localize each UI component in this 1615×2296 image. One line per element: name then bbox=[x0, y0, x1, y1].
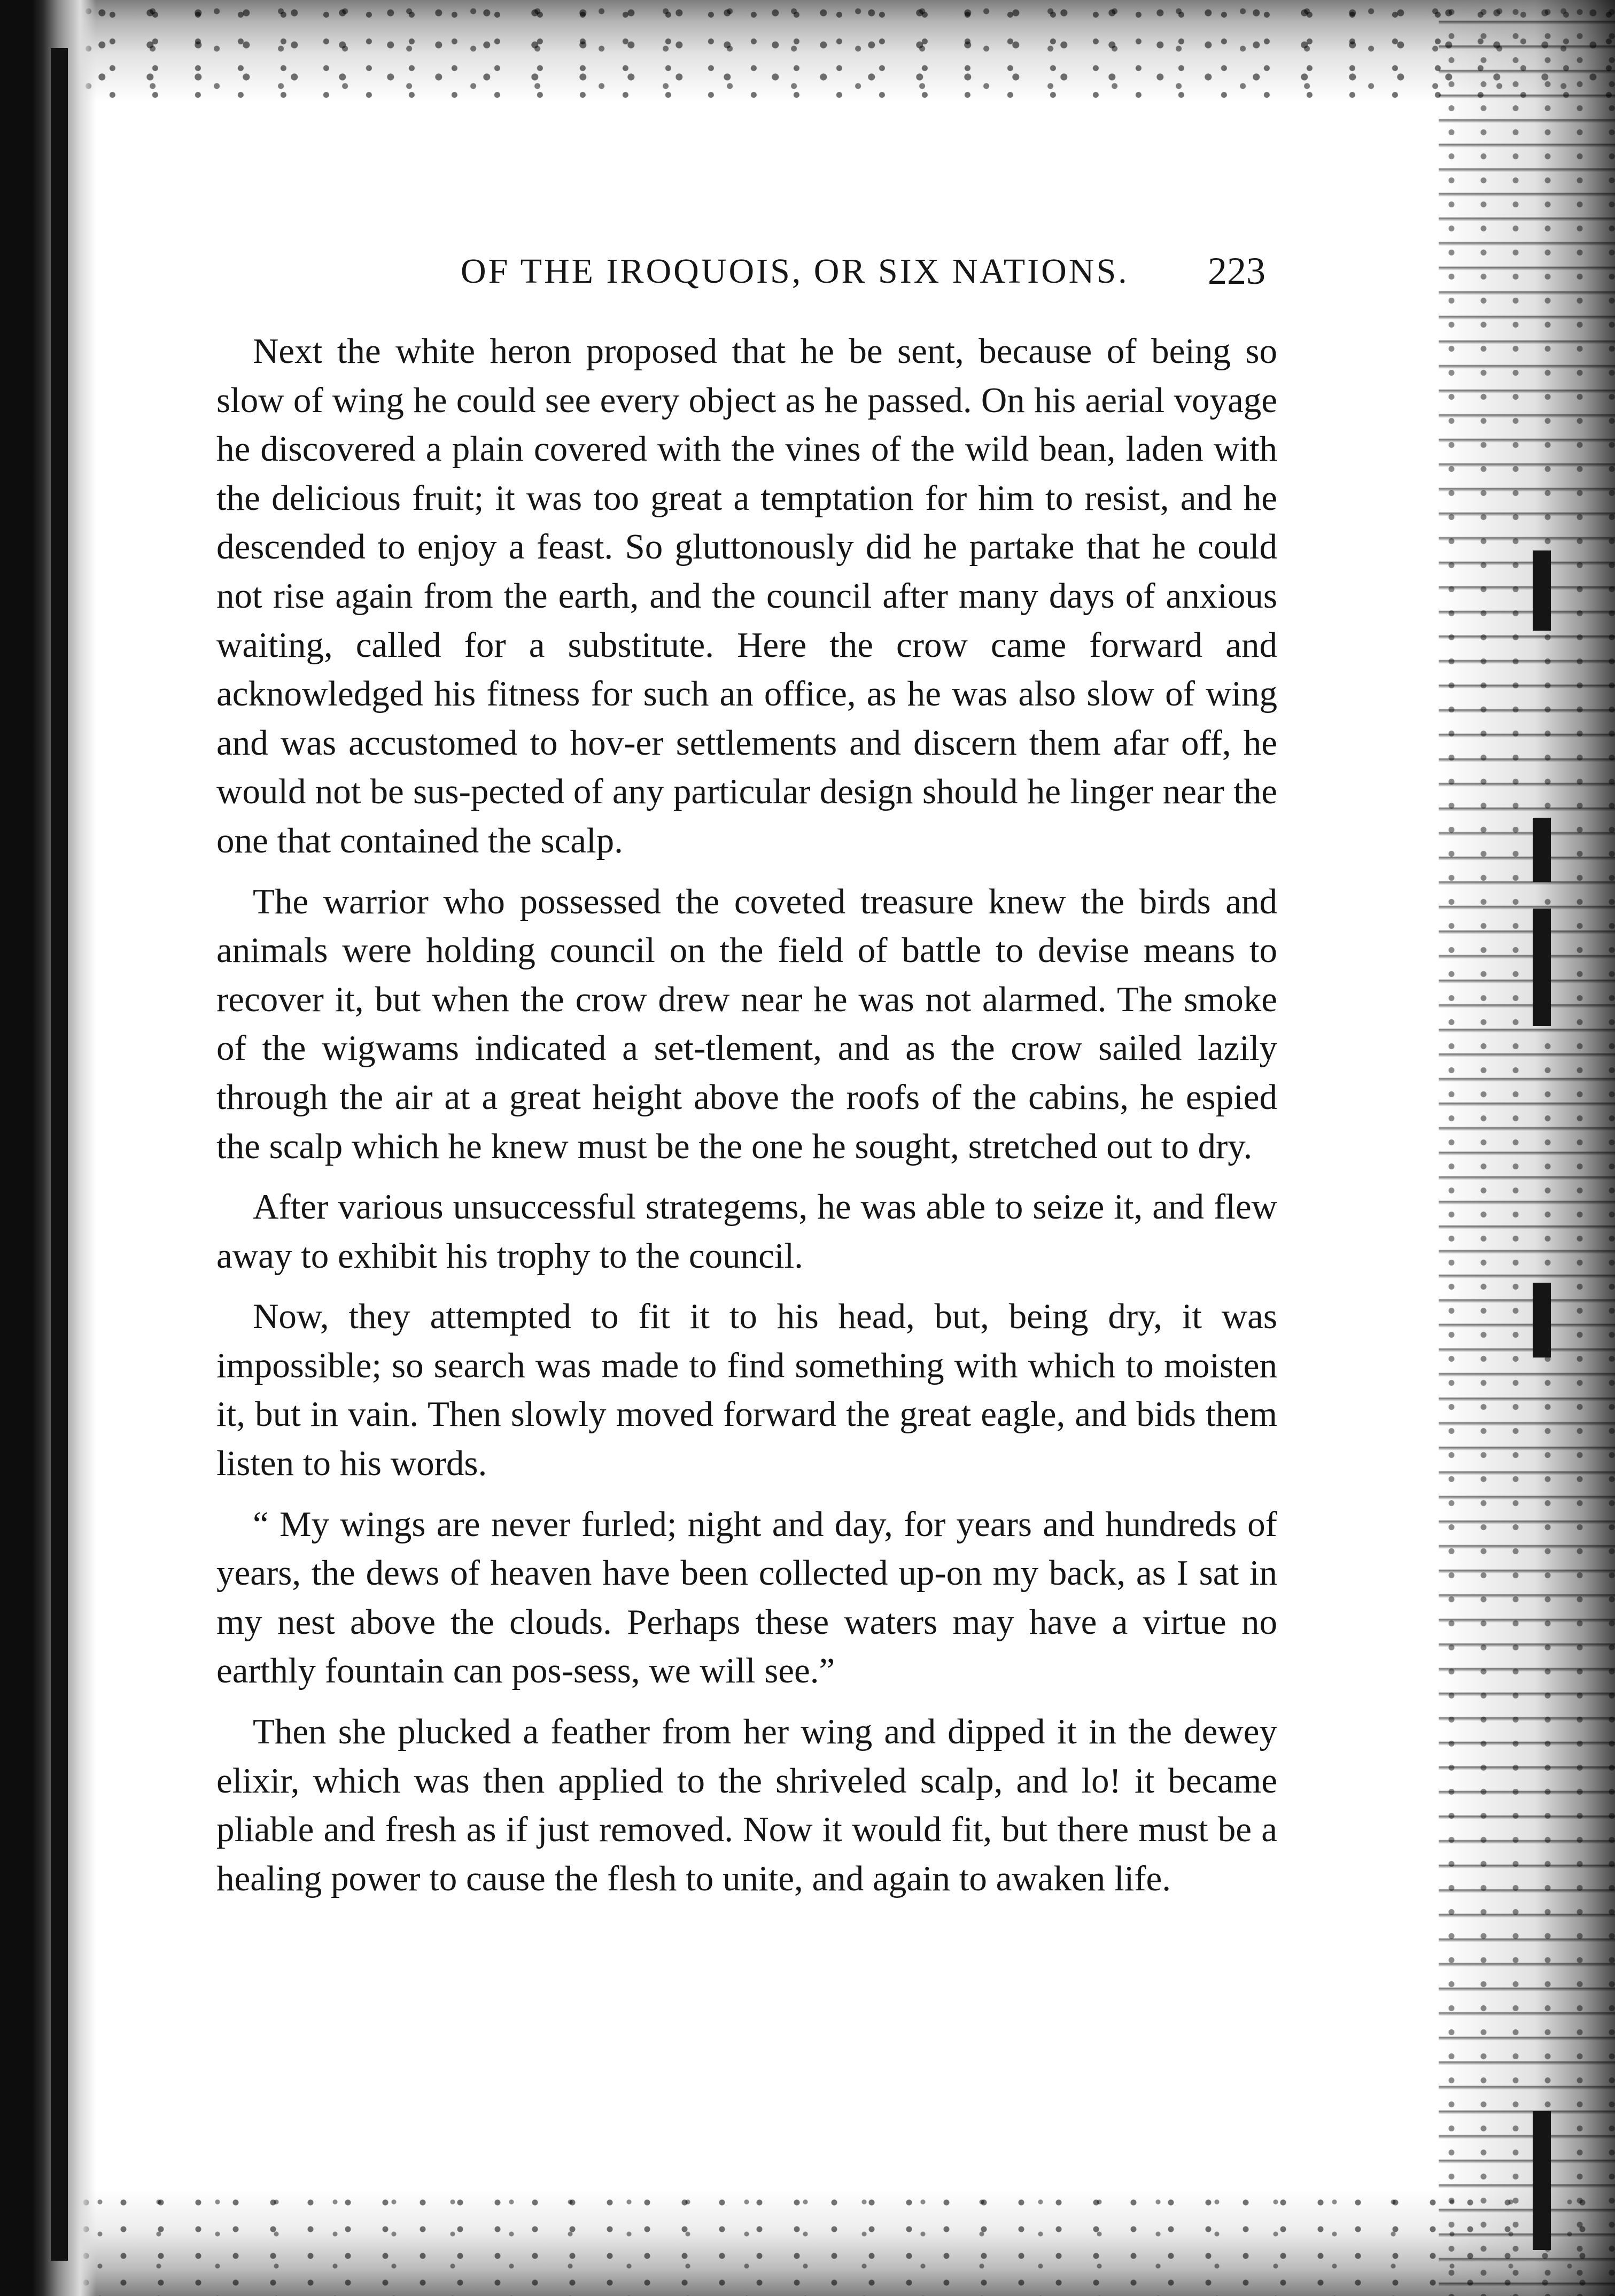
running-head: OF THE IROQUOIS, OR SIX NATIONS. bbox=[461, 252, 1129, 291]
paragraph: Next the white heron proposed that he be sent, because of being so slow of wing he could see every object as he passed. On his aerial voyage he discovered a plain covered with the vines of the wild bean, laden with the delicious fruit; it was too great a temptation for him to resist, and he descended to enjoy a feast. So gluttonously did he partake that he could not rise again from the earth, and the council after many days of anxious waiting, called for a substitute. Here the crow came forward and acknowledged his fitness for such an office, as he was also slow of wing and was accustomed to hov-er settlements and discern them afar off, he would not be sus-pected of any particular design should he linger near the one that contained the scalp. bbox=[216, 331, 1277, 860]
scan-mark bbox=[1533, 818, 1551, 882]
page-spine-shadow bbox=[51, 48, 68, 2261]
paragraph: After various unsuccessful strategems, he was able to seize it, and flew away to exhibit his trophy to the council. bbox=[216, 1187, 1277, 1276]
paragraph: Then she plucked a feather from her wing and dipped it in the dewey elixir, which was then applied to the shriveled scalp, and lo! it became pliable and fresh as if just removed. Now it would fit, but there must be a healing power to cause the flesh to unite, and again to awaken life. bbox=[216, 1712, 1277, 1898]
paragraph: “ My wings are never furled; night and day, for years and hundreds of years, the dews of heaven have been collected up-on my back, as I sat in my nest above the clouds. Perhaps these waters may have a virtue no earthly fountain can pos-sess, we will see.” bbox=[216, 1504, 1277, 1691]
scan-mark bbox=[1533, 909, 1551, 1026]
paragraph: The warrior who possessed the coveted treasure knew the birds and animals were holding council on the field of battle to devise means to recover it, but when the crow drew near he was not alarmed. The smoke of the wigwams indicated a set-tlement, and as the crow sailed lazily through the air at a great height above the roofs of the cabins, he espied the scalp which he knew must be the one he sought, stretched out to dry. bbox=[216, 881, 1277, 1166]
scan-mark bbox=[1533, 1283, 1551, 1358]
scan-mark bbox=[1533, 2111, 1551, 2250]
scan-edge-bottom bbox=[0, 2189, 1615, 2296]
body-text bbox=[216, 327, 1277, 1915]
paragraph: Now, they attempted to fit it to his head, but, being dry, it was impossible; so search was made to find something with which to moisten it, but in vain. Then slowly moved forward the great eagle, and bids them listen to his words. bbox=[216, 1297, 1277, 1484]
scan-mark bbox=[1533, 550, 1551, 631]
scan-edge-right bbox=[1439, 0, 1615, 2296]
page-number: 223 bbox=[1208, 250, 1265, 292]
scan-edge-left bbox=[0, 0, 96, 2296]
page-header bbox=[0, 251, 1615, 299]
scan-edge-top bbox=[0, 0, 1615, 102]
